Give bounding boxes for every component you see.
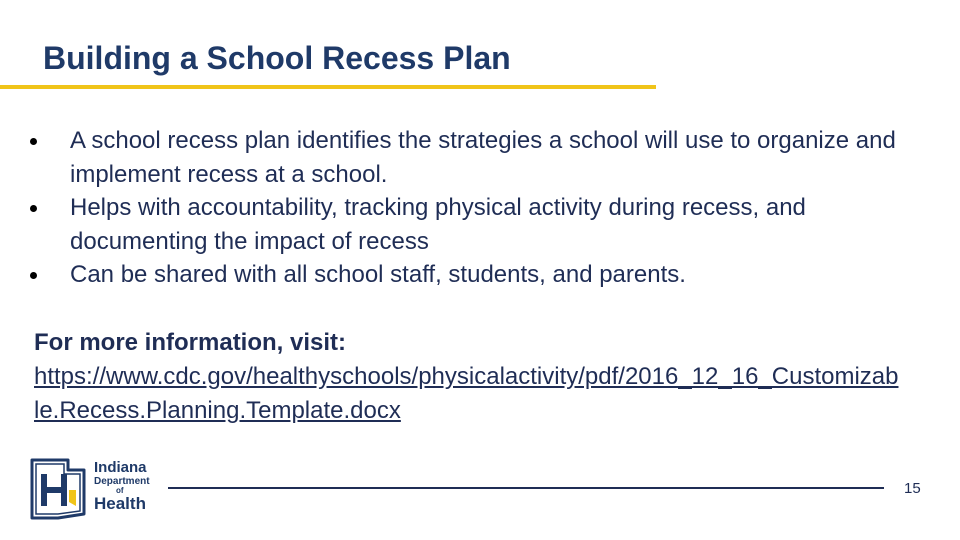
bullet-text: Can be shared with all school staff, students, and parents. — [70, 261, 686, 288]
indiana-department-of-health-logo — [28, 456, 163, 522]
logo-line-department: Department — [94, 476, 150, 487]
bullet-item — [30, 124, 910, 191]
bullet-dot-icon — [30, 205, 37, 212]
bullet-dot-icon — [30, 272, 37, 279]
bullet-dot-icon — [30, 138, 37, 145]
bullet-text: Helps with accountability, tracking physical activity during recess, and documenting the impact of recess — [70, 194, 806, 255]
more-info-label: For more information, visit: — [34, 329, 347, 356]
page-number: 15 — [904, 480, 921, 497]
title-underline — [0, 85, 656, 89]
logo-line-indiana: Indiana — [94, 459, 147, 476]
bullet-list — [30, 124, 910, 292]
resource-link[interactable]: https://www.cdc.gov/healthyschools/physicalactivity/pdf/2016_12_16_Customizable.Recess.Planning.Template.docx — [34, 363, 899, 424]
slide-title: Building a School Recess Plan — [43, 40, 511, 76]
bullet-text: A school recess plan identifies the strategies a school will use to organize and implement recess at a school. — [70, 127, 896, 188]
bullet-item — [30, 258, 910, 292]
logo-line-of: of — [116, 486, 124, 495]
footer-divider — [168, 487, 884, 489]
indiana-state-outline-icon — [28, 456, 88, 522]
logo-wordmark — [94, 460, 169, 512]
logo-line-health: Health — [94, 494, 146, 513]
bullet-item — [30, 191, 910, 258]
more-info-section — [34, 326, 914, 428]
